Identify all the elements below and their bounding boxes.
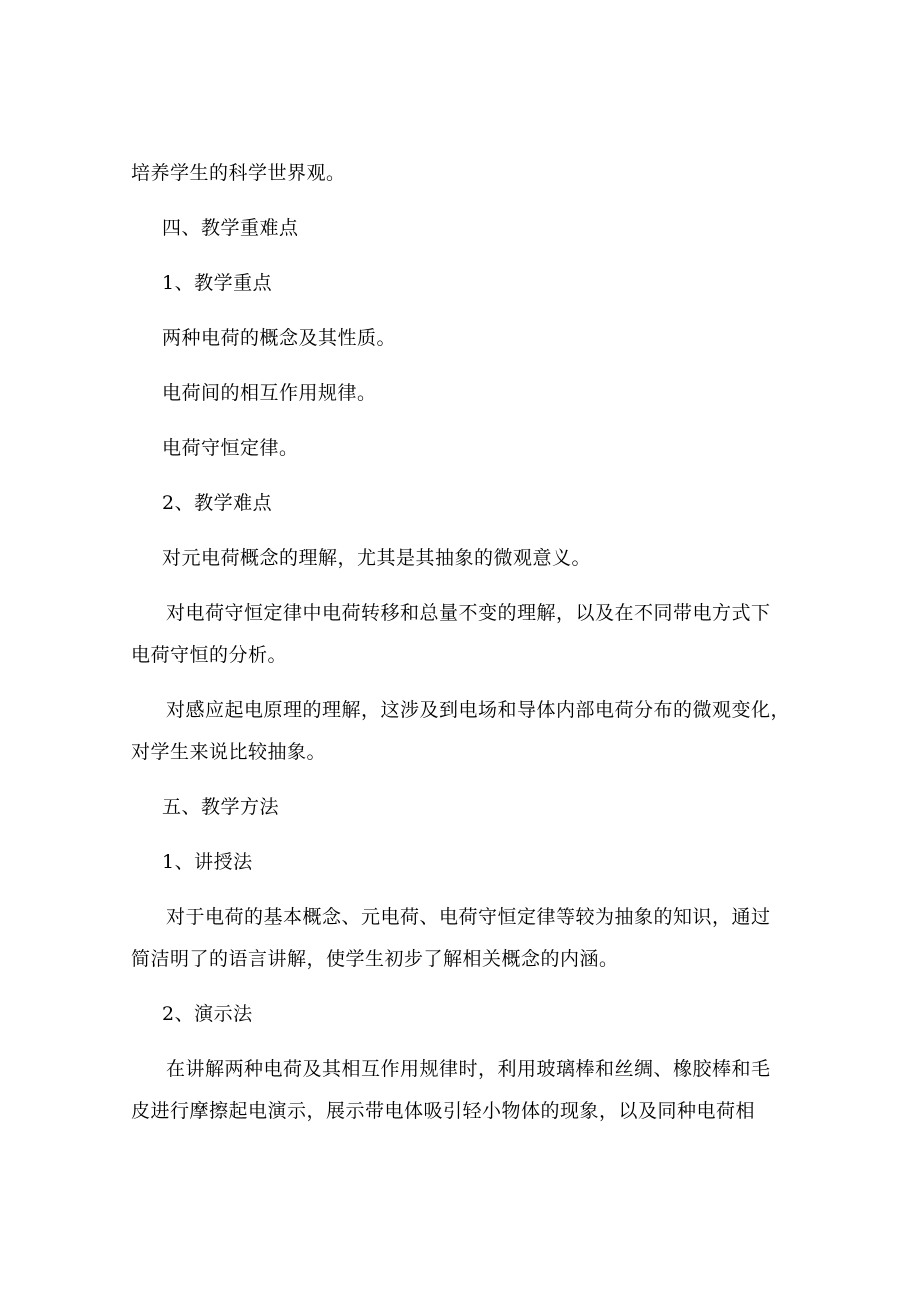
subsection-heading: 1、教学重点	[162, 272, 273, 294]
paragraph-line: 电荷间的相互作用规律。	[162, 382, 377, 404]
paragraph-line: 对元电荷概念的理解，尤其是其抽象的微观意义。	[162, 547, 592, 569]
paragraph-line: 简洁明了的语言讲解，使学生初步了解相关概念的内涵。	[131, 948, 619, 970]
paragraph-line: 对学生来说比较抽象。	[131, 741, 327, 763]
section-heading: 五、教学方法	[162, 796, 280, 818]
paragraph-line: 电荷守恒的分析。	[131, 644, 288, 666]
paragraph-line: 对电荷守恒定律中电荷转移和总量不变的理解，以及在不同带电方式下	[166, 602, 771, 624]
paragraph-line: 对感应起电原理的理解，这涉及到电场和导体内部电荷分布的微观变化，	[166, 699, 791, 721]
paragraph-line: 在讲解两种电荷及其相互作用规律时，利用玻璃棒和丝绸、橡胶棒和毛	[166, 1058, 771, 1080]
subsection-heading: 1、讲授法	[162, 851, 253, 873]
paragraph-line: 两种电荷的概念及其性质。	[162, 327, 397, 349]
paragraph-line: 培养学生的科学世界观。	[131, 162, 346, 184]
subsection-heading: 2、教学难点	[162, 492, 273, 514]
section-heading: 四、教学重难点	[162, 217, 299, 239]
paragraph-line: 皮进行摩擦起电演示，展示带电体吸引轻小物体的现象，以及同种电荷相	[131, 1100, 756, 1122]
paragraph-line: 对于电荷的基本概念、元电荷、电荷守恒定律等较为抽象的知识，通过	[166, 906, 771, 928]
paragraph-line: 电荷守恒定律。	[162, 437, 299, 459]
subsection-heading: 2、演示法	[162, 1003, 253, 1025]
